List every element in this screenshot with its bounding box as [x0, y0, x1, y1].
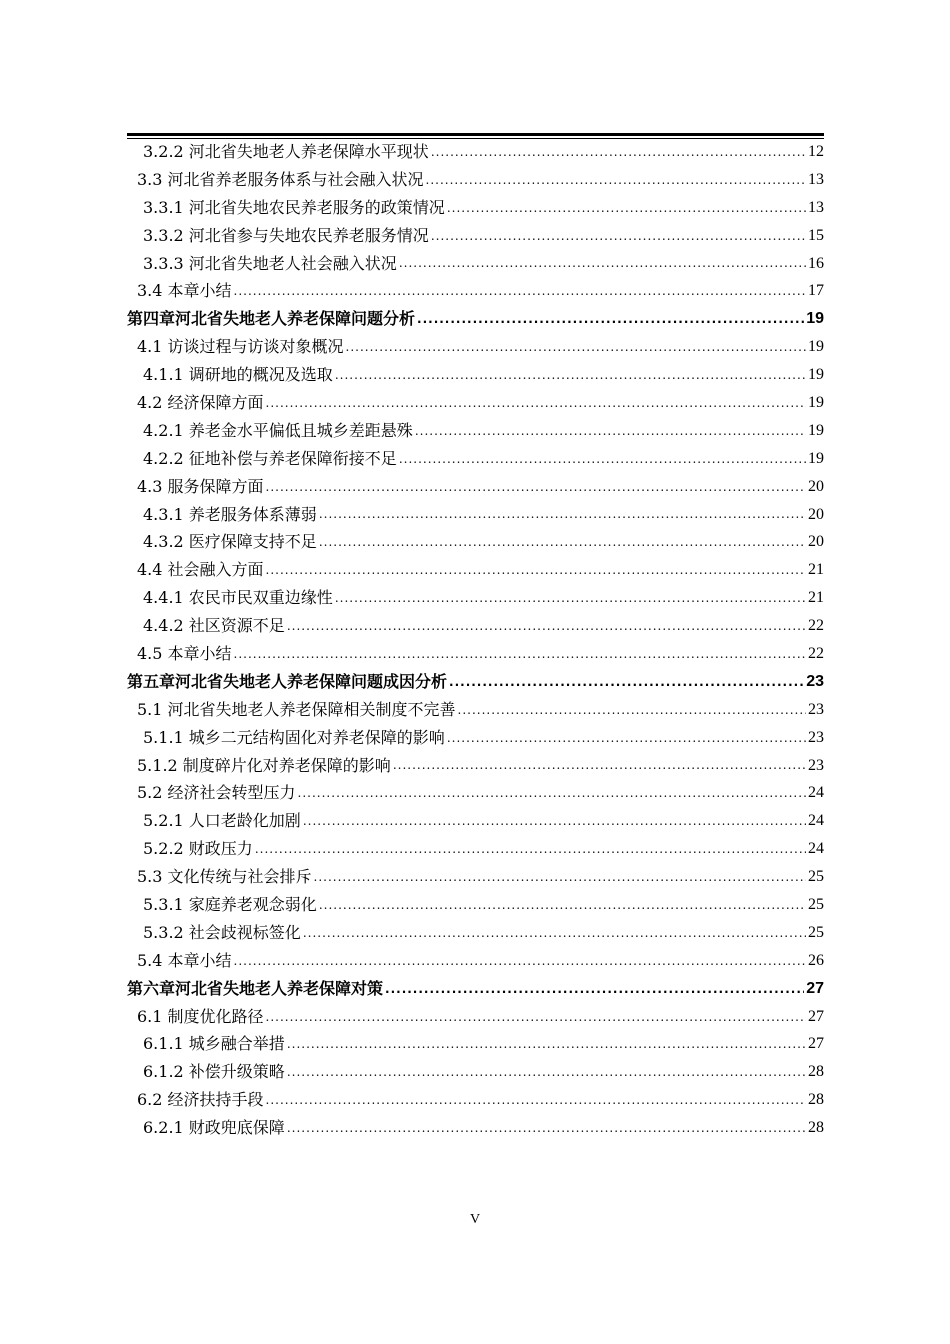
toc-entry-title: 第四章河北省失地老人养老保障问题分析: [127, 309, 416, 329]
toc-entry[interactable]: [127, 528, 824, 556]
toc-entry[interactable]: [127, 417, 824, 445]
toc-entry-page: 13: [808, 170, 824, 188]
toc-entry[interactable]: [127, 222, 824, 250]
toc-entry[interactable]: [127, 891, 824, 919]
toc-entry-title: 5.1 河北省失地老人养老保障相关制度不完善: [137, 699, 456, 719]
toc-entry-title: 4.2.2 征地补偿与养老保障衔接不足: [143, 448, 397, 468]
toc-leader-dots: [335, 366, 806, 389]
toc-leader-dots: [385, 980, 804, 1003]
toc-entry-title: 6.1.1 城乡融合举措: [143, 1034, 285, 1054]
toc-entry[interactable]: [127, 277, 824, 305]
toc-entry[interactable]: [127, 640, 824, 668]
toc-entry[interactable]: [127, 194, 824, 222]
toc-entry-page: 25: [808, 895, 824, 913]
toc-entry[interactable]: [127, 1086, 824, 1114]
toc-entry-title: 第五章河北省失地老人养老保障问题成因分析: [127, 671, 448, 691]
toc-entry-page: 23: [808, 700, 824, 718]
toc-entry[interactable]: [127, 1114, 824, 1142]
toc-entry[interactable]: [127, 1058, 824, 1086]
toc-entry[interactable]: [127, 612, 824, 640]
toc-entry[interactable]: [127, 919, 824, 947]
toc-entry-page: 19: [808, 366, 824, 384]
toc-leader-dots: [458, 701, 806, 724]
toc-entry[interactable]: [127, 668, 824, 696]
toc-entry-page: 28: [808, 1063, 824, 1081]
toc-leader-dots: [346, 338, 806, 361]
toc-entry-title: 4.1.1 调研地的概况及选取: [143, 365, 333, 385]
toc-entry-page: 26: [808, 951, 824, 969]
toc-entry-title: 4.3.1 养老服务体系薄弱: [143, 504, 317, 524]
toc-entry-title: 6.1.2 补偿升级策略: [143, 1062, 285, 1082]
toc-entry[interactable]: [127, 947, 824, 975]
toc-entry-title: 5.2 经济社会转型压力: [137, 783, 296, 803]
toc-entry-title: 6.2.1 财政兜底保障: [143, 1118, 285, 1138]
toc-entry-title: 3.3.2 河北省参与失地农民养老服务情况: [143, 225, 429, 245]
toc-entry-page: 15: [808, 226, 824, 244]
toc-entry-page: 23: [806, 672, 824, 690]
table-of-contents: [127, 138, 824, 1142]
toc-entry-page: 22: [808, 644, 824, 662]
toc-leader-dots: [234, 645, 806, 668]
toc-entry-page: 24: [808, 840, 824, 858]
toc-leader-dots: [319, 896, 806, 919]
toc-entry[interactable]: [127, 305, 824, 333]
toc-entry[interactable]: [127, 863, 824, 891]
toc-leader-dots: [287, 617, 806, 640]
toc-entry[interactable]: [127, 975, 824, 1003]
toc-entry-page: 12: [808, 142, 824, 160]
toc-entry[interactable]: [127, 752, 824, 780]
toc-entry[interactable]: [127, 445, 824, 473]
toc-entry-title: 5.4 本章小结: [137, 950, 232, 970]
toc-entry-page: 24: [808, 784, 824, 802]
toc-leader-dots: [298, 784, 806, 807]
toc-leader-dots: [449, 673, 804, 696]
toc-entry-title: 4.5 本章小结: [137, 643, 232, 663]
toc-leader-dots: [447, 199, 806, 222]
toc-entry-title: 4.2.1 养老金水平偏低且城乡差距悬殊: [143, 420, 413, 440]
toc-entry-title: 3.3 河北省养老服务体系与社会融入状况: [137, 169, 424, 189]
toc-entry[interactable]: [127, 1003, 824, 1031]
toc-entry-title: 4.2 经济保障方面: [137, 392, 264, 412]
toc-entry-title: 3.3.3 河北省失地老人社会融入状况: [143, 253, 397, 273]
toc-entry-title: 3.4 本章小结: [137, 281, 232, 301]
toc-leader-dots: [314, 868, 806, 891]
toc-entry[interactable]: [127, 835, 824, 863]
toc-entry-title: 5.2.2 财政压力: [143, 839, 253, 859]
toc-entry-page: 19: [808, 421, 824, 439]
toc-entry-page: 28: [808, 1091, 824, 1109]
toc-entry-title: 5.3.2 社会歧视标签化: [143, 922, 301, 942]
toc-entry-title: 5.1.2 制度碎片化对养老保障的影响: [137, 755, 391, 775]
toc-entry[interactable]: [127, 166, 824, 194]
toc-entry-title: 4.1 访谈过程与访谈对象概况: [137, 337, 344, 357]
toc-entry-title: 4.3.2 医疗保障支持不足: [143, 532, 317, 552]
toc-leader-dots: [431, 143, 806, 166]
toc-leader-dots: [234, 952, 806, 975]
toc-leader-dots: [415, 422, 806, 445]
toc-entry-page: 17: [808, 282, 824, 300]
page-number: V: [469, 1212, 481, 1227]
toc-leader-dots: [234, 282, 806, 305]
toc-entry-page: 25: [808, 923, 824, 941]
toc-entry-title: 5.1.1 城乡二元结构固化对养老保障的影响: [143, 727, 445, 747]
toc-leader-dots: [287, 1035, 806, 1058]
toc-entry[interactable]: [127, 138, 824, 166]
toc-entry-title: 4.3 服务保障方面: [137, 476, 264, 496]
toc-entry-title: 3.3.1 河北省失地农民养老服务的政策情况: [143, 197, 445, 217]
toc-leader-dots: [319, 533, 806, 556]
toc-leader-dots: [255, 840, 806, 863]
toc-entry-title: 4.4.1 农民市民双重边缘性: [143, 588, 333, 608]
toc-entry-page: 23: [808, 756, 824, 774]
toc-leader-dots: [287, 1063, 806, 1086]
toc-entry[interactable]: [127, 1031, 824, 1059]
toc-leader-dots: [266, 478, 806, 501]
toc-entry-page: 22: [808, 617, 824, 635]
toc-entry-page: 23: [808, 728, 824, 746]
toc-entry-page: 20: [808, 533, 824, 551]
toc-entry-title: 5.3.1 家庭养老观念弱化: [143, 894, 317, 914]
toc-entry[interactable]: [127, 724, 824, 752]
toc-entry[interactable]: [127, 584, 824, 612]
toc-entry-page: 24: [808, 812, 824, 830]
toc-leader-dots: [399, 450, 806, 473]
toc-leader-dots: [319, 505, 806, 528]
toc-leader-dots: [335, 589, 806, 612]
toc-entry-page: 25: [808, 868, 824, 886]
toc-entry-page: 19: [808, 338, 824, 356]
toc-entry-page: 27: [806, 979, 824, 997]
toc-leader-dots: [393, 756, 806, 779]
toc-entry-page: 20: [808, 477, 824, 495]
header-rule-thick: [127, 133, 824, 136]
toc-entry[interactable]: [127, 333, 824, 361]
toc-entry-title: 4.4.2 社区资源不足: [143, 616, 285, 636]
toc-leader-dots: [266, 561, 806, 584]
toc-leader-dots: [266, 1008, 806, 1031]
toc-entry[interactable]: [127, 473, 824, 501]
toc-leader-dots: [266, 394, 806, 417]
toc-entry-title: 4.4 社会融入方面: [137, 560, 264, 580]
toc-entry[interactable]: [127, 807, 824, 835]
toc-entry[interactable]: [127, 501, 824, 529]
toc-entry-title: 5.2.1 人口老龄化加剧: [143, 811, 301, 831]
toc-entry[interactable]: [127, 779, 824, 807]
toc-entry[interactable]: [127, 250, 824, 278]
toc-entry-title: 5.3 文化传统与社会排斥: [137, 867, 312, 887]
toc-entry-title: 3.2.2 河北省失地老人养老保障水平现状: [143, 141, 429, 161]
toc-leader-dots: [417, 310, 804, 333]
toc-entry-page: 20: [808, 505, 824, 523]
toc-entry-page: 28: [808, 1119, 824, 1137]
toc-leader-dots: [303, 812, 806, 835]
toc-entry[interactable]: [127, 696, 824, 724]
toc-entry-page: 21: [808, 561, 824, 579]
toc-entry-page: 19: [808, 449, 824, 467]
toc-leader-dots: [266, 1091, 806, 1114]
toc-entry[interactable]: [127, 389, 824, 417]
toc-entry-title: 6.1 制度优化路径: [137, 1006, 264, 1026]
toc-leader-dots: [431, 227, 806, 250]
toc-entry-page: 21: [808, 589, 824, 607]
toc-entry-title: 第六章河北省失地老人养老保障对策: [127, 978, 384, 998]
toc-entry-page: 13: [808, 198, 824, 216]
toc-entry-page: 19: [806, 310, 824, 328]
toc-leader-dots: [303, 924, 806, 947]
toc-entry[interactable]: [127, 361, 824, 389]
toc-leader-dots: [399, 254, 806, 277]
toc-entry-page: 16: [808, 254, 824, 272]
toc-leader-dots: [287, 1119, 806, 1142]
toc-entry-page: 27: [808, 1007, 824, 1025]
toc-entry-page: 27: [808, 1035, 824, 1053]
toc-entry[interactable]: [127, 556, 824, 584]
toc-entry-title: 6.2 经济扶持手段: [137, 1090, 264, 1110]
toc-leader-dots: [426, 171, 806, 194]
toc-entry-page: 19: [808, 393, 824, 411]
toc-leader-dots: [447, 729, 806, 752]
